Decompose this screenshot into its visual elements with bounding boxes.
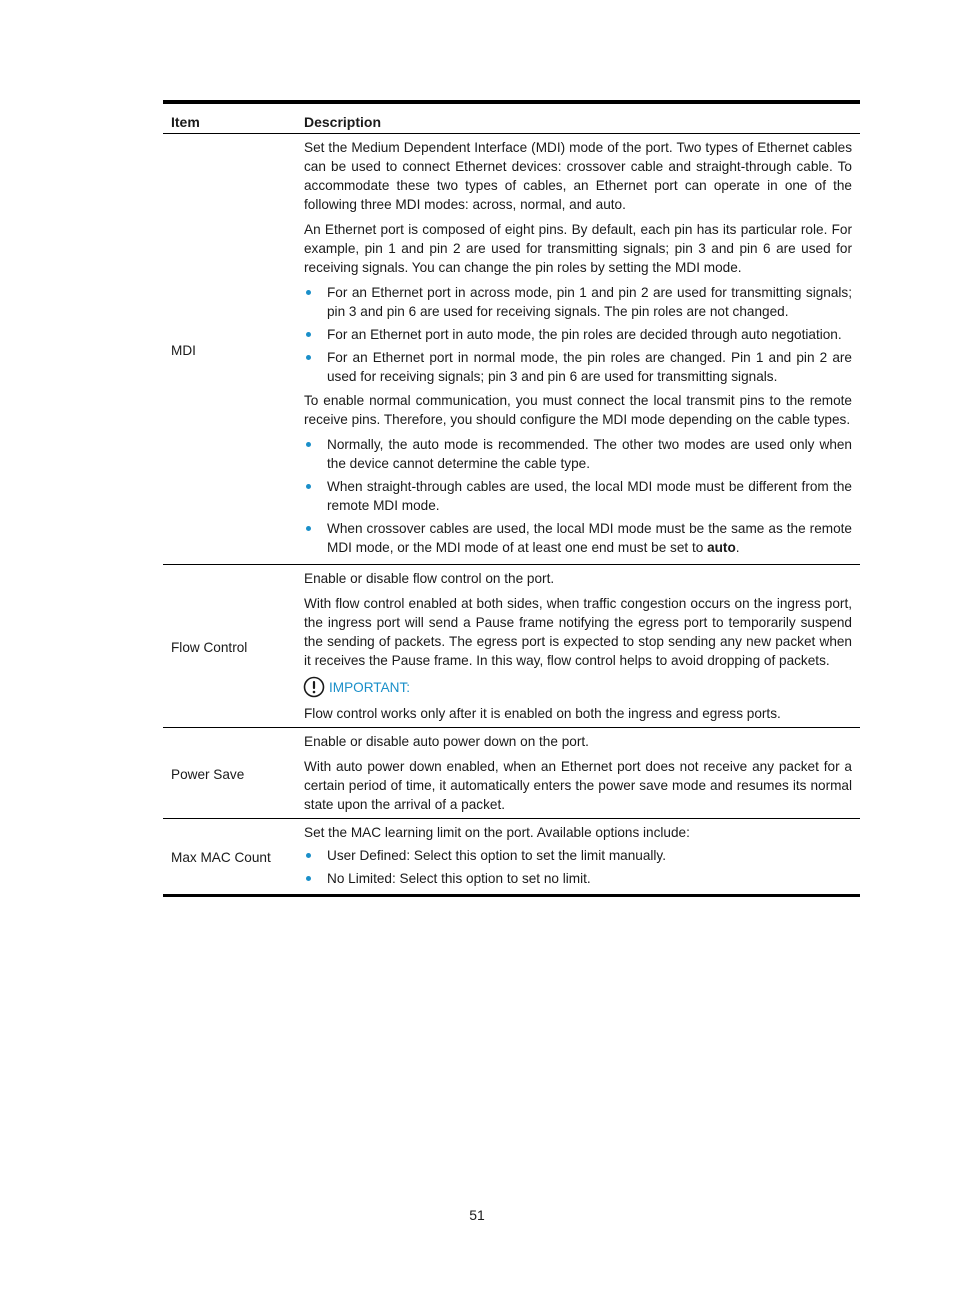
parameter-table [163, 100, 860, 897]
paragraph: Set the Medium Dependent Interface (MDI) mode of the port. Two types of Ethernet cables can be used to connect Ethernet devices: crossover cable and straight-through cable. To accommodate these two types of cables, an Ethernet port can operate in one of the following three MDI modes: across, normal, and auto. [304, 140, 852, 212]
bullet-dot-icon [306, 484, 311, 489]
table-row-mdi [163, 134, 860, 565]
list-item: When crossover cables are used, the local MDI mode must be the same as the remote MDI mode, or the MDI mode of at least one end must be set to auto. [304, 519, 852, 557]
paragraph: With auto power down enabled, when an Ethernet port does not receive any packet for a certain period of time, it automatically enters the power save mode and resumes its normal state upon the arrival of a packet. [304, 759, 852, 812]
item-cell: Power Save [163, 728, 296, 819]
description-cell [296, 565, 860, 728]
table-row-flow-control [163, 565, 860, 728]
list-item: For an Ethernet port in across mode, pin 1 and pin 2 are used for transmitting signals; pin 3 and pin 6 are used for receiving signals. The pin roles are not changed. [304, 283, 852, 321]
list-item: For an Ethernet port in auto mode, the pin roles are decided through auto negotiation. [304, 325, 852, 344]
table-header-row [163, 102, 860, 134]
important-label: IMPORTANT: [329, 679, 411, 695]
bullet-dot-icon [306, 526, 311, 531]
list-item: When straight-through cables are used, the local MDI mode must be different from the remote MDI mode. [304, 477, 852, 515]
header-item: Item [163, 102, 296, 134]
important-note-header [303, 676, 852, 698]
bullet-list [304, 846, 852, 888]
paragraph: An Ethernet port is composed of eight pins. By default, each pin has its particular role. For example, pin 1 and pin 2 are used for transmitting signals; pin 3 and pin 6 are used for receiving signals. You can change the pin roles by setting the MDI mode. [304, 222, 852, 275]
list-item: No Limited: Select this option to set no limit. [304, 869, 852, 888]
bullet-dot-icon [306, 853, 311, 858]
list-item: For an Ethernet port in normal mode, the pin roles are changed. Pin 1 and pin 2 are used for receiving signals; pin 3 and pin 6 are used for transmitting signals. [304, 348, 852, 386]
table-row-power-save [163, 728, 860, 819]
description-cell [296, 134, 860, 565]
list-item: User Defined: Select this option to set the limit manually. [304, 846, 852, 865]
paragraph: Enable or disable auto power down on the port. [304, 734, 589, 749]
description-cell [296, 728, 860, 819]
bullet-dot-icon [306, 876, 311, 881]
bullet-dot-icon [306, 332, 311, 337]
item-cell: Max MAC Count [163, 819, 296, 896]
exclamation-circle-icon [303, 676, 325, 698]
item-cell: MDI [171, 342, 196, 358]
bullet-list [304, 283, 852, 386]
paragraph: With flow control enabled at both sides, when traffic congestion occurs on the ingress port, the ingress port will send a Pause frame notifying the egress port to temporarily suspend the sending of packets. The egress port is expected to stop sending any new packet when it receives the Pause frame. In this way, flow control helps to avoid dropping of packets. [304, 596, 852, 668]
paragraph: To enable normal communication, you must connect the local transmit pins to the remote receive pins. Therefore, you should configure the MDI mode depending on the cable types. [304, 393, 852, 427]
bullet-dot-icon [306, 290, 311, 295]
paragraph: Enable or disable flow control on the port. [304, 571, 555, 586]
bullet-dot-icon [306, 355, 311, 360]
bullet-list [304, 435, 852, 557]
list-item: Normally, the auto mode is recommended. The other two modes are used only when the device cannot determine the cable type. [304, 435, 852, 473]
bullet-dot-icon [306, 442, 311, 447]
paragraph: Set the MAC learning limit on the port. Available options include: [304, 825, 690, 840]
table-row-max-mac-count [163, 819, 860, 896]
description-cell [296, 819, 860, 896]
page-number: 51 [469, 1207, 485, 1223]
header-description: Description [296, 102, 860, 134]
item-cell: Flow Control [163, 565, 296, 728]
important-text: Flow control works only after it is enabled on both the ingress and egress ports. [304, 706, 781, 721]
bold-keyword: auto [707, 540, 736, 555]
